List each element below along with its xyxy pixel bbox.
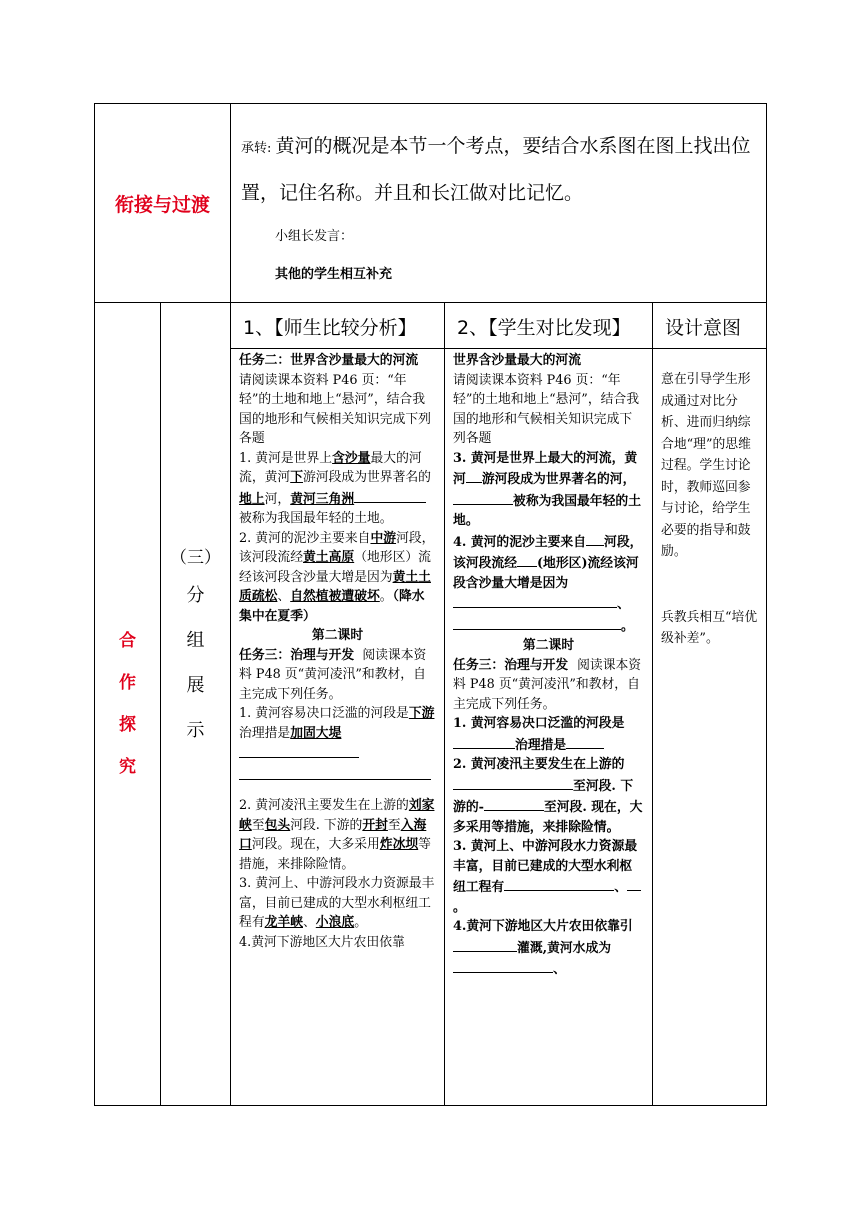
transition-line2: 其他的学生相互补充 bbox=[275, 267, 393, 282]
header-row bbox=[95, 303, 767, 349]
col1-content: 任务二：世界含沙量最大的河流 请阅读课本资料 P46 页：“年轻”的土地和地上“悬河”，结合我国的地形和气候相关知识完成下列各题 1. 黄河是世界上含沙量最大的河流，黄河下游河段成为世界著名的地上河，黄河三角洲被称为我国最年轻的土地。 2. 黄河的泥沙主要来自中游河段，该河段流经黄土高原（地形区）流经该河段含沙量大增是因为黄土土质疏松、自然植被遭破坏。（降水集中在夏季） 第二课时 任务三：治理与开发 阅读课本资料 P48 页“黄河凌汛”和教材，自主完成下列任务。 1. 黄河容易决口泛滥的河段是下游治理措是加固大堤 2. 黄河凌汛主要发生在上游的刘家峡至包头河段. 下游的开封至入海口河段。现在，大多采用炸冰坝等措施，来排除险情。 3. 黄河上、中游河段水力资源最丰富，目前已建成的大型水利枢纽工程有龙羊峡、小浪底。 4.黄河下游地区大片农田依靠 bbox=[231, 349, 445, 1106]
transition-line1: 小组长发言： bbox=[275, 229, 354, 244]
lesson-table bbox=[94, 103, 767, 1106]
col1-t3: 3. 黄河上、中游河段水力资源最丰富，目前已建成的大型水利枢纽工程有龙羊峡、小浪底。 bbox=[239, 876, 435, 930]
col1-t4: 4.黄河下游地区大片农田依靠 bbox=[239, 934, 405, 950]
col1-t1: 1. 黄河容易决口泛滥的河段是下游治理措是加固大堤 bbox=[239, 704, 436, 786]
design-peer-teaching: 兵教兵相互“培优级补差”。 bbox=[661, 609, 758, 646]
transition-label: 衔接与过渡 bbox=[95, 104, 231, 303]
design-intent: 意在引导学生形成通过对比分析、进而归纳综合地“理”的思维过程。学生讨论时，教师巡回参与讨论，给学生必要的指导和鼓励。 bbox=[661, 372, 751, 559]
col2-t1: 1. 黄河容易决口泛滥的河段是治理措是 bbox=[453, 716, 625, 753]
header-col3: 设计意图 bbox=[653, 303, 767, 349]
transition-content bbox=[231, 104, 767, 303]
col2-q4: 4. 黄河的泥沙主要来自 河段，该河段流经 (地形区)流经该河段含沙量大增是因为、 。 bbox=[453, 531, 644, 637]
section-label: 合 作 探 究 bbox=[95, 303, 161, 1106]
header-col2: 2、【学生对比发现】 bbox=[445, 303, 653, 349]
col1-q1: 1. 黄河是世界上含沙量最大的河流，黄河下游河段成为世界著名的地上河，黄河三角洲被称为我国最年轻的土地。 bbox=[239, 450, 431, 526]
col1-q2: 2. 黄河的泥沙主要来自中游河段，该河段流经黄土高原（地形区）流经该河段含沙量大增是因为黄土土质疏松、自然植被遭破坏。（降水集中在夏季） bbox=[239, 530, 435, 624]
col2-t2: 2. 黄河凌汛主要发生在上游的至河段. 下游的- 至河段. 现在，大多采用等措施，来排除险情。 bbox=[453, 757, 643, 835]
col3-content bbox=[653, 349, 767, 1106]
transition-text: 承转: 黄河的概况是本节一个考点，要结合水系图在图上找出位置，记住名称。并且和长江做对比记忆。 bbox=[241, 135, 751, 204]
col2-t4: 4.黄河下游地区大片农田依靠引灌溉,黄河水成为、 bbox=[453, 919, 633, 977]
col2-task3: 任务三：治理与开发 阅读课本资料 P48 页“黄河凌汛”和教材，自主完成下列任务。 bbox=[453, 657, 642, 712]
col1-t2: 2. 黄河凌汛主要发生在上游的刘家峡至包头河段. 下游的开封至入海口河段。现在，大多采用炸冰坝等措施，来排除险情。 bbox=[239, 798, 435, 872]
header-col1: 1、【师生比较分析】 bbox=[231, 303, 445, 349]
col2-q3: 3. 黄河是世界上最大的河流，黄河 游河段成为世界著名的河，被称为我国最年轻的土地。 bbox=[453, 450, 641, 528]
col2-t3: 3. 黄河上、中游河段水力资源最丰富，目前已建成的大型水利枢纽工程有 、。 bbox=[453, 837, 644, 917]
sub-label: （三） 分 组 展 示 bbox=[161, 303, 231, 1106]
transition-row bbox=[95, 104, 767, 303]
col2-content: 世界含沙量最大的河流 请阅读课本资料 P46 页：“年轻”的土地和地上“悬河”，结合我国的地形和气候相关知识完成下列各题 3. 黄河是世界上最大的河流，黄河 游河段成为世界著名的河，被称为我国最年轻的土地。 4. 黄河的泥沙主要来自 河段，该河段流经 (地形区)流经该河段含沙量大增是因为、 。 第二课时 任务三：治理与开发 阅读课本资料 P48 页“黄河凌汛”和教材，自主完成下列任务。 1. 黄河容易决口泛滥的河段是治理措是 2. 黄河凌汛主要发生在上游的至河段. 下游的- 至河段. 现在，大多采用等措施，来排除险情。 3. 黄河上、中游河段水力资源最丰富，目前已建成的大型水利枢纽工程有 、。 4.黄河下游地区大片农田依靠引灌溉,黄河水成为、 bbox=[445, 349, 653, 1106]
col1-task3: 任务三：治理与开发 阅读课本资料 P48 页“黄河凌汛”和教材，自主完成下列任务。 bbox=[239, 647, 427, 702]
